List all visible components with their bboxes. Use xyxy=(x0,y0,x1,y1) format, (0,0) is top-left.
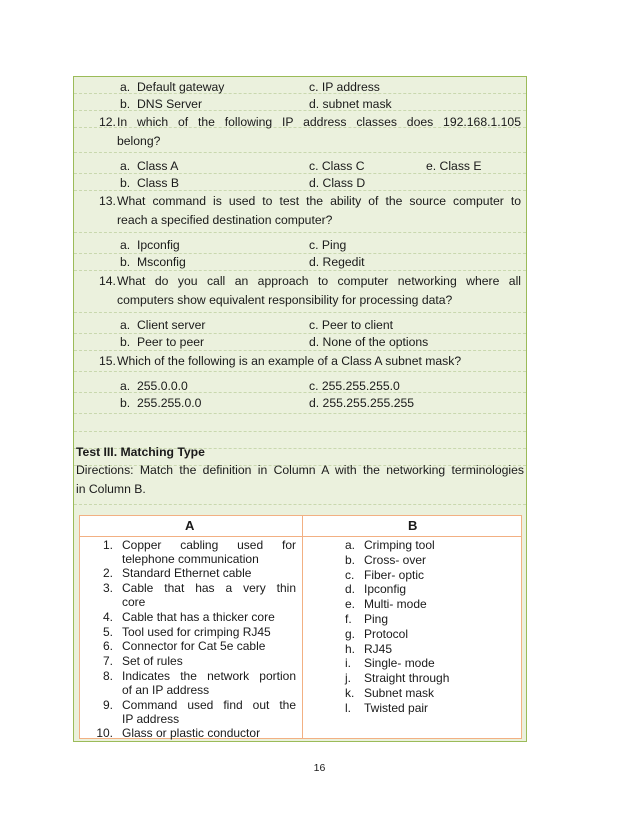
choice-text: Ipconfig xyxy=(137,238,180,252)
choice-letter: b. xyxy=(120,255,131,269)
term-letter: f. xyxy=(345,612,352,626)
definition-text: Indicates the network portion xyxy=(122,669,296,683)
definition-text: of an IP address xyxy=(122,683,210,697)
term-letter: l. xyxy=(345,700,351,715)
question-text: In which of the following IP address classes does 192.168.1.105 xyxy=(117,115,521,129)
table-header xyxy=(80,516,521,537)
choice-text: Class A xyxy=(137,159,179,173)
term-text: Single- mode xyxy=(364,656,435,671)
rule-line xyxy=(74,350,526,351)
definition-text: Cable that has a thicker core xyxy=(122,610,275,624)
choice-text: d. None of the options xyxy=(309,335,429,349)
choice-text: c. Ping xyxy=(309,238,347,252)
choice-text: c. 255.255.255.0 xyxy=(309,379,400,393)
definition-text: Command used find out the xyxy=(122,698,296,712)
term-letter: d. xyxy=(345,582,356,597)
choice-text: e. Class E xyxy=(426,159,482,173)
item-number: 6. xyxy=(102,639,113,653)
choice-text: d. 255.255.255.255 xyxy=(309,396,415,410)
definition-text: Standard Ethernet cable xyxy=(122,566,252,580)
rule-line xyxy=(74,333,526,334)
rule-line xyxy=(74,253,526,254)
choice-letter: b. xyxy=(120,396,131,410)
item-number: 1. xyxy=(102,538,113,552)
term-letter: k. xyxy=(345,686,355,700)
question-text: What do you call an approach to computer networking where all xyxy=(117,274,521,288)
choice-text: Class B xyxy=(137,176,179,190)
rule-line xyxy=(74,413,526,414)
choice-letter: b. xyxy=(120,176,131,190)
choice-text: d. Class D xyxy=(309,176,366,190)
rule-line xyxy=(74,312,526,313)
rule-line xyxy=(74,152,526,153)
rule-line xyxy=(74,504,526,505)
choice-text: Default gateway xyxy=(137,80,225,94)
choice-text: c. IP address xyxy=(309,80,380,94)
choice-text: Msconfig xyxy=(137,255,186,269)
section-title: Test III. Matching Type xyxy=(76,445,205,459)
choice-letter: a. xyxy=(120,80,131,94)
term-text: Fiber- optic xyxy=(364,567,425,582)
definition-text: telephone communication xyxy=(122,552,259,566)
choice-letter: a. xyxy=(120,379,131,393)
choice-text: Client server xyxy=(137,318,206,332)
choice-letter: b. xyxy=(120,335,131,349)
definition-text: core xyxy=(122,595,146,609)
definition-text: Tool used for crimping RJ45 xyxy=(122,625,271,639)
choice-text: 255.255.0.0 xyxy=(137,396,202,410)
question-number: 12. xyxy=(99,115,116,129)
question-text: reach a specified destination computer? xyxy=(117,213,333,227)
directions-text: in Column B. xyxy=(76,482,146,496)
matching-table xyxy=(79,515,522,739)
choice-text: Peer to peer xyxy=(137,335,205,349)
choice-text: c. Class C xyxy=(309,159,365,173)
term-letter: e. xyxy=(345,597,356,612)
term-letter: b. xyxy=(345,552,356,567)
choice-letter: a. xyxy=(120,318,131,332)
definition-text: Glass or plastic conductor xyxy=(122,726,261,740)
question-number: 14. xyxy=(99,274,116,288)
item-number: 7. xyxy=(102,654,113,668)
term-letter: i. xyxy=(345,656,351,671)
question-text: What command is used to test the ability of the source computer to xyxy=(117,194,521,208)
definition-text: Copper cabling used for xyxy=(122,538,296,552)
content-panel xyxy=(73,76,527,742)
term-text: Protocol xyxy=(364,626,409,641)
item-number: 10. xyxy=(96,726,113,740)
definition-text: Set of rules xyxy=(122,654,183,668)
choice-letter: a. xyxy=(120,238,131,252)
term-letter: g. xyxy=(345,626,356,641)
rule-line xyxy=(74,270,526,271)
term-text: RJ45 xyxy=(364,641,393,656)
term-text: Crimping tool xyxy=(364,538,435,552)
definition-text: Connector for Cat 5e cable xyxy=(122,639,266,653)
definition-text: IP address xyxy=(122,712,180,726)
term-letter: j. xyxy=(345,671,351,686)
definition-text: Cable that has a very thin xyxy=(122,581,296,595)
choice-text: d. subnet mask xyxy=(309,97,392,111)
choice-text: d. Regedit xyxy=(309,255,365,269)
term-text: Straight through xyxy=(364,671,450,686)
rule-line xyxy=(74,371,526,372)
question-text: Which of the following is an example of a Class A subnet mask? xyxy=(117,354,462,368)
term-text: Ipconfig xyxy=(364,582,407,597)
question-text: belong? xyxy=(117,134,161,148)
column-b-header: B xyxy=(408,518,418,533)
page-number: 16 xyxy=(313,762,326,774)
term-letter: a. xyxy=(345,538,356,552)
question-number: 15. xyxy=(99,354,116,368)
item-number: 4. xyxy=(102,610,113,624)
column-a-header: A xyxy=(185,518,195,533)
term-text: Twisted pair xyxy=(364,700,429,715)
choice-text: 255.0.0.0 xyxy=(137,379,188,393)
choice-letter: b. xyxy=(120,97,131,111)
term-text: Multi- mode xyxy=(364,597,427,612)
item-number: 3. xyxy=(102,581,113,595)
question-number: 13. xyxy=(99,194,116,208)
term-text: Subnet mask xyxy=(364,686,435,700)
item-number: 8. xyxy=(102,669,113,683)
term-letter: h. xyxy=(345,641,356,656)
choice-letter: a. xyxy=(120,159,131,173)
item-number: 9. xyxy=(102,698,113,712)
term-letter: c. xyxy=(345,567,355,582)
term-text: Cross- over xyxy=(364,552,427,567)
choice-text: DNS Server xyxy=(137,97,203,111)
column-divider xyxy=(302,516,303,738)
rule-line xyxy=(74,232,526,233)
term-text: Ping xyxy=(364,612,389,626)
item-number: 2. xyxy=(102,566,113,580)
item-number: 5. xyxy=(102,625,113,639)
rule-line xyxy=(74,431,526,432)
choice-text: c. Peer to client xyxy=(309,318,393,332)
question-text: computers show equivalent responsibility for processing data? xyxy=(117,293,453,307)
directions-text: Directions: Match the definition in Column A with the networking terminologies xyxy=(76,463,524,477)
